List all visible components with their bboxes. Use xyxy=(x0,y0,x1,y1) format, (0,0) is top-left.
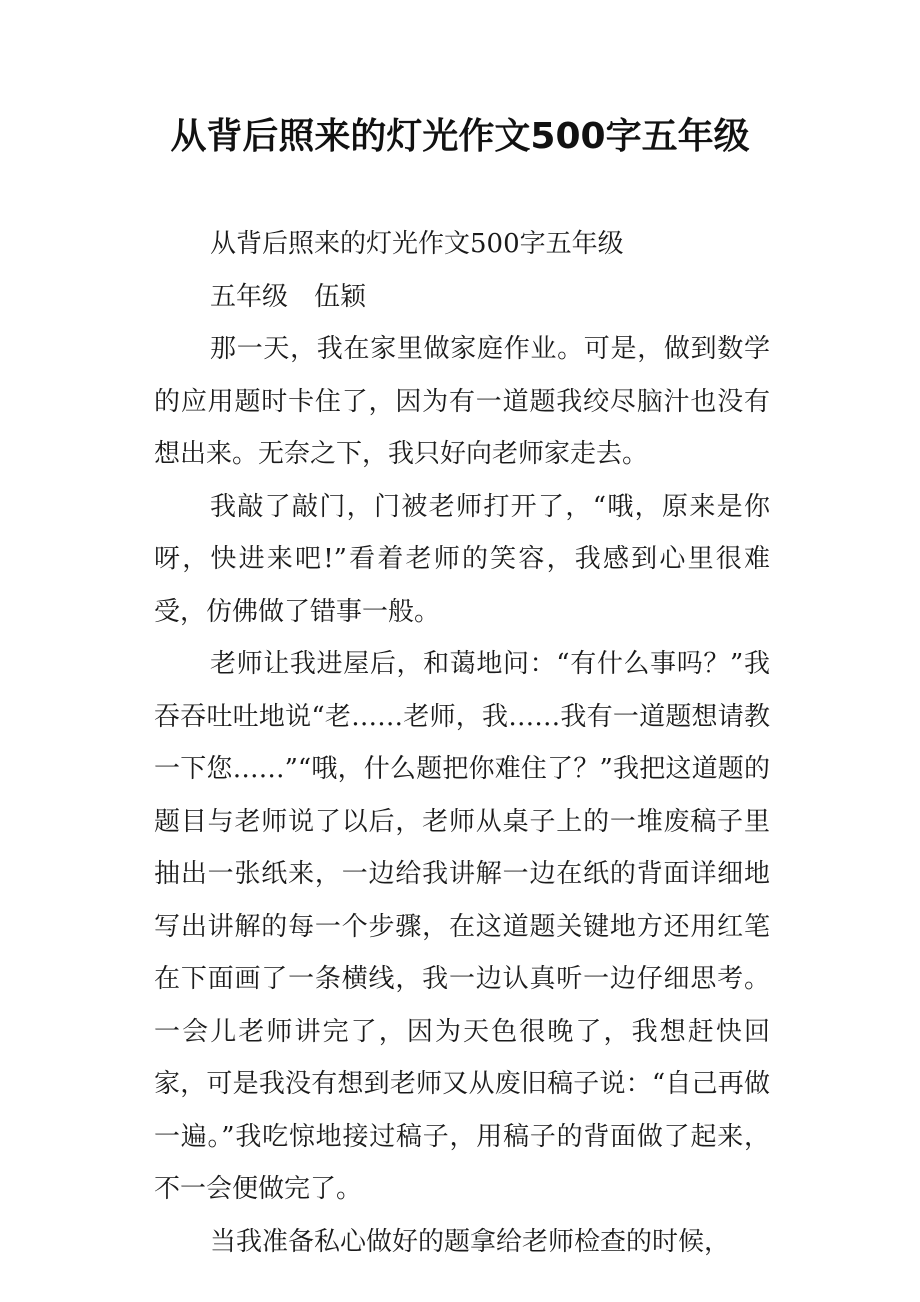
document-body xyxy=(154,218,770,1268)
page-corner-mark-top xyxy=(150,70,154,74)
paragraph-1: 那一天，我在家里做家庭作业。可是，做到数学的应用题时卡住了，因为有一道题我绞尽脑汁也没有想出来。无奈之下，我只好向老师家走去。 xyxy=(154,334,770,469)
page-corner-mark-bottom xyxy=(148,1196,152,1200)
paragraph-subtitle: 从背后照来的灯光作文500字五年级 xyxy=(210,229,624,259)
document-title: 从背后照来的灯光作文500字五年级 xyxy=(170,116,750,157)
paragraph-author: 五年级 伍颖 xyxy=(210,281,367,312)
paragraph-4: 当我准备私心做好的题拿给老师检查的时候， xyxy=(210,1226,731,1257)
paragraph-2: 我敲了敲门，门被老师打开了，“哦，原来是你呀，快进来吧!”看着老师的笑容，我感到心里很难受，仿佛做了错事一般。 xyxy=(154,491,770,627)
paragraph-3: 老师让我进屋后，和蔼地问：“有什么事吗？”我吞吞吐吐地说“老……老师，我……我有一道题想请教一下您……”“哦，什么题把你难住了？”我把这道题的题目与老师说了以后，老师从桌子上的一堆废稿子里抽出一张纸来，一边给我讲解一边在纸的背面详细地写出讲解的每一个步骤，在这道题关键地方还用红笔在下面画了一条横线，我一边认真听一边仔细思考。一会儿老师讲完了，因为天色很晚了，我想赶快回家，可是我没有想到老师又从废旧稿子说：“自己再做一遍。”我吃惊地接过稿子，用稿子的背面做了起来，不一会便做完了。 xyxy=(154,649,770,1204)
